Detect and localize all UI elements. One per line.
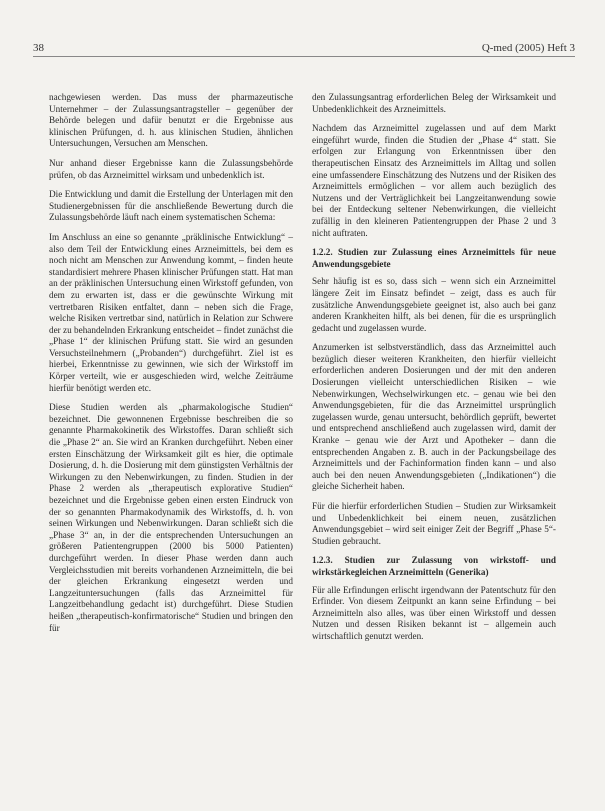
paragraph: den Zulassungsantrag erforderlichen Beleg der Wirksamkeit und Unbedenklichkeit des Arzneimittels. xyxy=(312,92,556,114)
paragraph: nachgewiesen werden. Das muss der pharmazeutische Unternehmer – der Zulassungsantragsteller – gegenüber der Behörde belegen und dafür benutzt er die Ergebnisse aus klinischen Prüfungen, d. h. aus klinischen Studien, ähnlichen Untersuchungen, Versuchen am Menschen. xyxy=(49,92,293,149)
header-rule xyxy=(33,56,575,57)
paragraph: Für die hierfür erforderlichen Studien – Studien zur Wirksamkeit und Unbedenklichkeit bei einem neuen, zusätzlichen Anwendungsgebiet – wird seit einiger Zeit der Begriff „Phase 5“-Studien gebraucht. xyxy=(312,501,556,546)
section-heading: 1.2.3. Studien zur Zulassung von wirkstoff- und wirkstärkegleichen Arzneimitteln (Generika) xyxy=(312,555,556,577)
paragraph: Die Entwicklung und damit die Erstellung der Unterlagen mit den Studienergebnissen für die anschließende Bewertung durch die Zulassungsbehörde läuft nach einem systematischen Schema: xyxy=(49,189,293,223)
paragraph: Sehr häufig ist es so, dass sich – wenn sich ein Arzneimittel längere Zeit im Einsatz befindet – zeigt, dass es auch für zusätzliche Anwendungsgebiete geeignet ist, also auch bei ganz anderen Krankheiten hilft, als bei denen, für die es ursprünglich gedacht und zugelassen wurde. xyxy=(312,276,556,333)
left-column xyxy=(49,92,293,642)
paragraph: Nachdem das Arzneimittel zugelassen und auf dem Markt eingeführt wurde, finden die Studien der „Phase 4“ statt. Sie erfolgen zur Erlangung von Erkenntnissen über den therapeutischen Einsatz des Arzneimittels im Alltag und sollen eine umfassendere Einschätzung des Nutzens und der Risiken des Arzneimittels ermöglichen – vor allem auch bezüglich des Nutzens und der Verträglichkeit bei Langzeitanwendung sowie bei der Entdeckung seltener Nebenwirkungen, die vielleicht zufällig in den kleineren Patientengruppen der Phase 2 und 3 nicht auftraten. xyxy=(312,123,556,238)
paragraph: Im Anschluss an eine so genannte „präklinische Entwicklung“ – also dem Teil der Entwicklung eines Arzneimittels, bei dem es noch nicht am Menschen zur Anwendung kommt, – finden heute standardisiert mehrere Phasen klinischer Prüfungen statt. Hat man an der präklinischen Untersuchung einen Wirkstoff gefunden, von dem zu erwarten ist, dass er die gewünschte Wirkung mit vertretbaren Risiken entfaltet, dann – neben sich die Frage, welche Risiken vertretbar sind, natürlich in Relation zur Schwere der zu behandelnden Erkrankung entscheidet – findet zunächst die „Phase 1“ der klinischen Prüfung statt. Sie wird an gesunden Versuchsteilnehmern („Probanden“) durchgeführt. Ziel ist es hierbei, Erkenntnisse zu gewinnen, wie sich der Wirkstoff im Körper verteilt, wie er ausgeschieden wird, welche Zeiträume hierfür benötigt werden etc. xyxy=(49,231,293,393)
paragraph: Diese Studien werden als „pharmakologische Studien“ bezeichnet. Die gewonnenen Ergebnisse beschreiben die so genannte Pharmakokinetik des Wirkstoffes. Daran schließt sich die „Phase 2“ an. Sie wird an Kranken durchgeführt. Neben einer ersten Einschätzung der Wirksamkeit gilt es hier, die optimale Dosierung, d. h. die Dosierung mit dem günstigsten Verhältnis der Wirkungen zu den Nebenwirkungen, zu finden. Studien in der Phase 2 werden als „therapeutisch explorative Studien“ bezeichnet und die Ergebnisse geben einen ersten Eindruck von der so genannten Pharmakodynamik des Wirkstoffs, d. h. von seinen Wirkungen und Nebenwirkungen. Daran schließt sich die „Phase 3“ an, in der die entsprechenden Untersuchungen an größeren Patientengruppen (2000 bis 5000 Patienten) durchgeführt werden. In dieser Phase werden dann auch Vergleichsstudien mit bereits vorhandenen Arzneimitteln, die bei der gleichen Erkrankung eingesetzt werden und Langzeituntersuchungen (falls das Arzneimittel für Langzeitbehandlung gedacht ist) durchgeführt. Diese Studien heißen „therapeutisch-konfirmatorische“ Studien und bringen den für xyxy=(49,402,293,633)
journal-reference: Q-med (2005) Heft 3 xyxy=(481,42,575,54)
paragraph: Für alle Erfindungen erlischt irgendwann der Patentschutz für den Erfinder. Von diesem Zeitpunkt an kann seine Erfindung – bei Arzneimitteln also alles, was über einen Wirkstoff und dessen Nutzen und dessen Risiken bekannt ist – allgemein auch wirtschaftlich genutzt werden. xyxy=(312,584,556,641)
section-heading: 1.2.2. Studien zur Zulassung eines Arzneimittels für neue Anwendungsgebiete xyxy=(312,247,556,269)
paragraph: Nur anhand dieser Ergebnisse kann die Zulassungsbehörde prüfen, ob das Arzneimittel wirksam und unbedenklich ist. xyxy=(49,157,293,180)
paragraph: Anzumerken ist selbstverständlich, dass das Arzneimittel auch bezüglich dieser weiteren Krankheiten, den hierfür vielleicht erforderlichen anderen Dosierungen und der mit den anderen Dosierungen vielleicht unterschiedlichen Risiken – wie Nebenwirkungen, Wechselwirkungen etc. – genau wie bei den Anwendungsgebieten, für die das Arzneimittel ursprünglich zugelassen wurde, genau untersucht, behördlich geprüft, bewertet und entsprechend anschließend auch zugelassen wird, damit der Kranke – genau wie der Arzt und Apotheker – dann die entsprechenden Angaben z. B. auch in der Packungsbeilage des Arzneimittels und der Fachinformation finden kann – und also auch bei den neuen Anwendungsgebieten („Indikationen“) die gleiche Sicherheit haben. xyxy=(312,342,556,492)
page-number: 38 xyxy=(33,42,44,54)
right-column xyxy=(312,92,556,651)
